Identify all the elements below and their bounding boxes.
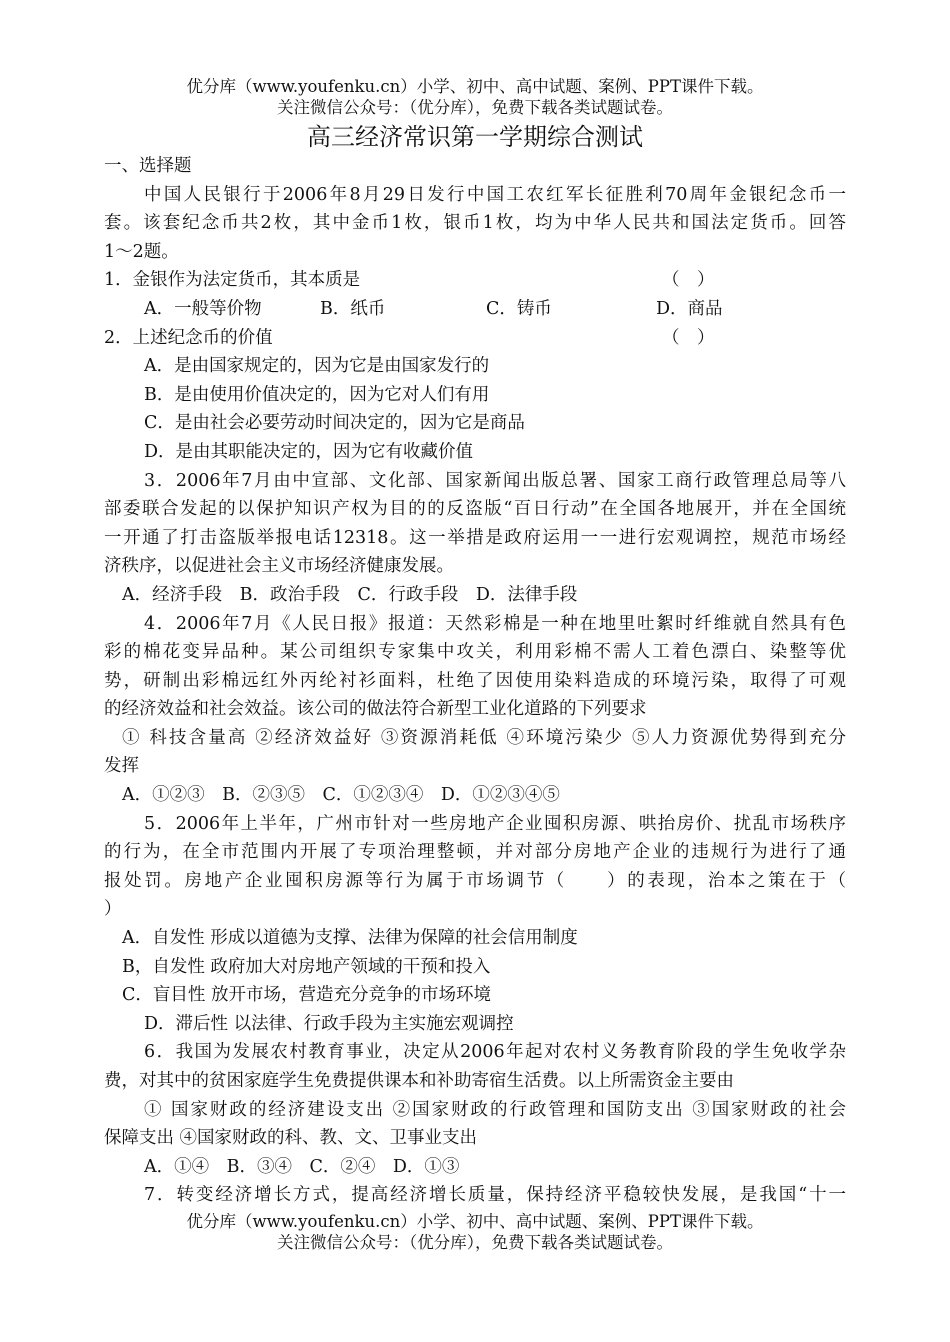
question-6-options: A．①④ B．③④ C．②④ D．①③	[144, 1156, 460, 1177]
question-7-line: 7．转变经济增长方式，提高经济增长质量，保持经济平稳较快发展，是我国“十一	[144, 1185, 846, 1206]
question-1-options	[104, 295, 846, 324]
intro-line: 中国人民银行于2006年8月29日发行中国工农红军长征胜利70周年金银纪念币一	[144, 184, 846, 205]
intro-line: 套。该套纪念币共2枚，其中金币1枚，银币1枚，均为中华人民共和国法定货币。回答	[104, 213, 846, 234]
option-b: B．纸币	[320, 298, 386, 319]
question-5-line: 报处罚。房地产企业囤积房源等行为属于市场调节（ ）的表现，治本之策在于（	[104, 870, 846, 891]
question-3-line: 济秩序，以促进社会主义市场经济健康发展。	[104, 556, 454, 577]
option-d: D．滞后性 以法律、行政手段为主实施宏观调控	[144, 1013, 514, 1034]
header-line-2: 关注微信公众号：（优分库），免费下载各类试题试卷。	[277, 98, 673, 117]
question-4-items: ① 科技含量高 ②经济效益好 ③资源消耗低 ④环境污染少 ⑤人力资源优势得到充分	[122, 727, 846, 748]
section-heading: 一、选择题	[104, 156, 192, 176]
header-line-1: 优分库（www.youfenku.cn）小学、初中、高中试题、案例、PPT课件下载。	[186, 77, 764, 96]
option-a: A．自发性 形成以道德为支撑、法律为保障的社会信用制度	[122, 928, 578, 949]
question-5-line: 的行为，在全市范围内开展了专项治理整顿，并对部分房地产企业的违规行为进行了通	[104, 842, 846, 863]
question-4-options: A．①②③ B．②③⑤ C．①②③④ D．①②③④⑤	[122, 785, 560, 806]
option-d: D．是由其职能决定的，因为它有收藏价值	[144, 441, 474, 462]
page-title: 高三经济常识第一学期综合测试	[307, 123, 643, 151]
question-3-line: 部委联合发起的以保护知识产权为目的的反盗版“百日行动”在全国各地展开，并在全国统	[104, 499, 846, 520]
question-3-options: A．经济手段 B．政治手段 C．行政手段 D．法律手段	[122, 584, 578, 605]
question-1-stem: 1．金银作为法定货币，其本质是	[104, 270, 361, 291]
question-5-line: ）	[104, 899, 122, 920]
question-6-line: 6．我国为发展农村教育事业，决定从2006年起对农村义务教育阶段的学生免收学杂	[144, 1042, 846, 1063]
answer-paren: （ ）	[662, 327, 715, 348]
document-body	[104, 152, 846, 1210]
intro-line: 1～2题。	[104, 241, 179, 262]
question-4-line: 彩的棉花变异品种。某公司组织专家集中攻关，利用彩棉不需人工着色漂白、染整等优	[104, 642, 846, 663]
question-2-stem: 2．上述纪念币的价值	[104, 327, 273, 348]
option-b: B．是由使用价值决定的，因为它对人们有用	[144, 384, 490, 405]
question-4-line: 的经济效益和社会效益。该公司的做法符合新型工业化道路的下列要求	[104, 699, 647, 720]
question-4-line: 势，研制出彩棉远红外丙纶衬衫面料，杜绝了因使用染料造成的环境污染，取得了可观	[104, 670, 846, 691]
option-d: D．商品	[656, 298, 723, 319]
option-a: A．一般等价物	[144, 298, 262, 319]
question-1-stem-row	[104, 266, 846, 295]
question-3-line: 3．2006年7月由中宣部、文化部、国家新闻出版总署、国家工商行政管理总局等八	[144, 470, 846, 491]
question-5-line: 5．2006年上半年，广州市针对一些房地产企业囤积房源、哄抬房价、扰乱市场秩序	[144, 813, 846, 834]
option-c: C．是由社会必要劳动时间决定的，因为它是商品	[144, 413, 525, 434]
option-c: C．盲目性 放开市场，营造充分竞争的市场环境	[122, 985, 491, 1006]
question-4-items: 发挥	[104, 756, 139, 777]
question-6-items: 保障支出 ④国家财政的科、教、文、卫事业支出	[104, 1128, 478, 1149]
question-6-items: ① 国家财政的经济建设支出 ②国家财政的行政管理和国防支出 ③国家财政的社会	[144, 1099, 846, 1120]
footer-line-1: 优分库（www.youfenku.cn）小学、初中、高中试题、案例、PPT课件下载。	[186, 1212, 764, 1231]
option-c: C．铸币	[486, 298, 552, 319]
footer-line-2: 关注微信公众号：（优分库），免费下载各类试题试卷。	[277, 1233, 673, 1252]
answer-paren: （ ）	[662, 270, 715, 291]
question-2-stem-row	[104, 324, 846, 353]
question-3-line: 一开通了打击盗版举报电话12318。这一举措是政府运用一一进行宏观调控，规范市场经	[104, 527, 846, 548]
option-b: B，自发性 政府加大对房地产领域的干预和投入	[122, 956, 491, 977]
question-6-line: 费，对其中的贫困家庭学生免费提供课本和补助寄宿生活费。以上所需资金主要由	[104, 1071, 734, 1091]
option-a: A．是由国家规定的，因为它是由国家发行的	[144, 356, 490, 377]
question-4-line: 4．2006年7月《人民日报》报道：天然彩棉是一种在地里吐絮时纤维就自然具有色	[144, 613, 846, 634]
